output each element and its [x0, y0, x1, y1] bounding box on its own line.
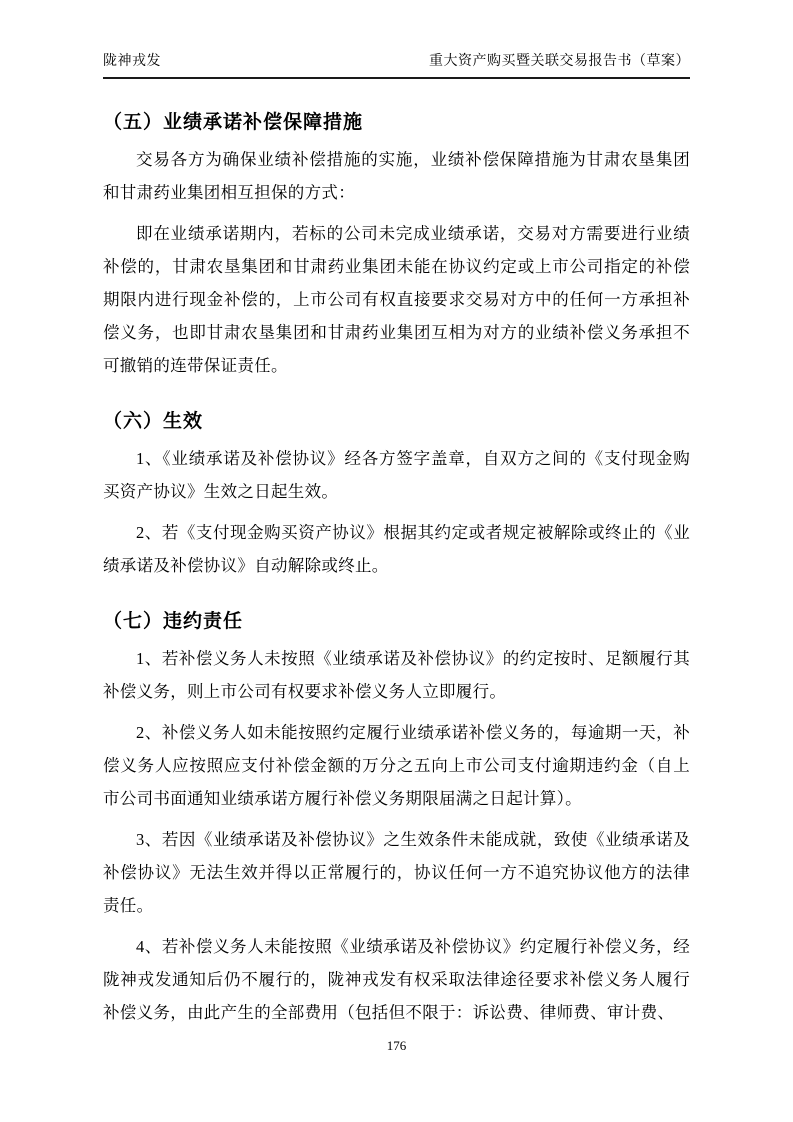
page-number: 176: [386, 1038, 407, 1053]
paragraph: 1、《业绩承诺及补偿协议》经各方签字盖章，自双方之间的《支付现金购买资产协议》生效之日起生效。: [103, 449, 690, 501]
paragraph: 4、若补偿义务人未能按照《业绩承诺及补偿协议》约定履行补偿义务，经陇神戎发通知后仍不履行的，陇神戎发有权采取法律途径要求补偿义务人履行补偿义务，由此产生的全部费用（包括但不限于：诉讼费、律师费、审计费、: [103, 937, 690, 1022]
page-footer: [0, 1038, 793, 1054]
section-effectiveness: [103, 408, 690, 582]
section-breach-liability: [103, 608, 690, 1029]
paragraph: 2、若《支付现金购买资产协议》根据其约定或者规定被解除或终止的《业绩承诺及补偿协议》自动解除或终止。: [103, 523, 690, 575]
header-company-short-name: 陇神戎发: [103, 54, 161, 69]
paragraph: 交易各方为确保业绩补偿措施的实施，业绩补偿保障措施为甘肃农垦集团和甘肃药业集团相互担保的方式：: [103, 150, 690, 202]
section-heading: （七）违约责任: [103, 611, 244, 632]
section-heading: （五）业绩承诺补偿保障措施: [103, 112, 364, 133]
paragraph: 2、补偿义务人如未能按照约定履行业绩承诺补偿义务的，每逾期一天，补偿义务人应按照应支付补偿金额的万分之五向上市公司支付逾期违约金（自上市公司书面通知业绩承诺方履行补偿义务期限届满之日起计算）。: [103, 723, 690, 808]
paragraph: 3、若因《业绩承诺及补偿协议》之生效条件未能成就，致使《业绩承诺及补偿协议》无法生效并得以正常履行的，协议任何一方不追究协议他方的法律责任。: [103, 830, 690, 915]
paragraph: 即在业绩承诺期内，若标的公司未完成业绩承诺，交易对方需要进行业绩补偿的，甘肃农垦集团和甘肃药业集团未能在协议约定或上市公司指定的补偿期限内进行现金补偿的，上市公司有权直接要求交易对方中的任何一方承担补偿义务，也即甘肃农垦集团和甘肃药业集团互相为对方的业绩补偿义务承担不可撤销的连带保证责任。: [103, 224, 690, 375]
header-report-title: 重大资产购买暨关联交易报告书（草案）: [429, 54, 690, 69]
document-body: [103, 109, 690, 1029]
page-header: [103, 52, 690, 79]
paragraph: 1、若补偿义务人未按照《业绩承诺及补偿协议》的约定按时、足额履行其补偿义务，则上市公司有权要求补偿义务人立即履行。: [103, 649, 690, 701]
section-performance-compensation-guarantee: [103, 109, 690, 382]
section-heading: （六）生效: [103, 411, 204, 432]
